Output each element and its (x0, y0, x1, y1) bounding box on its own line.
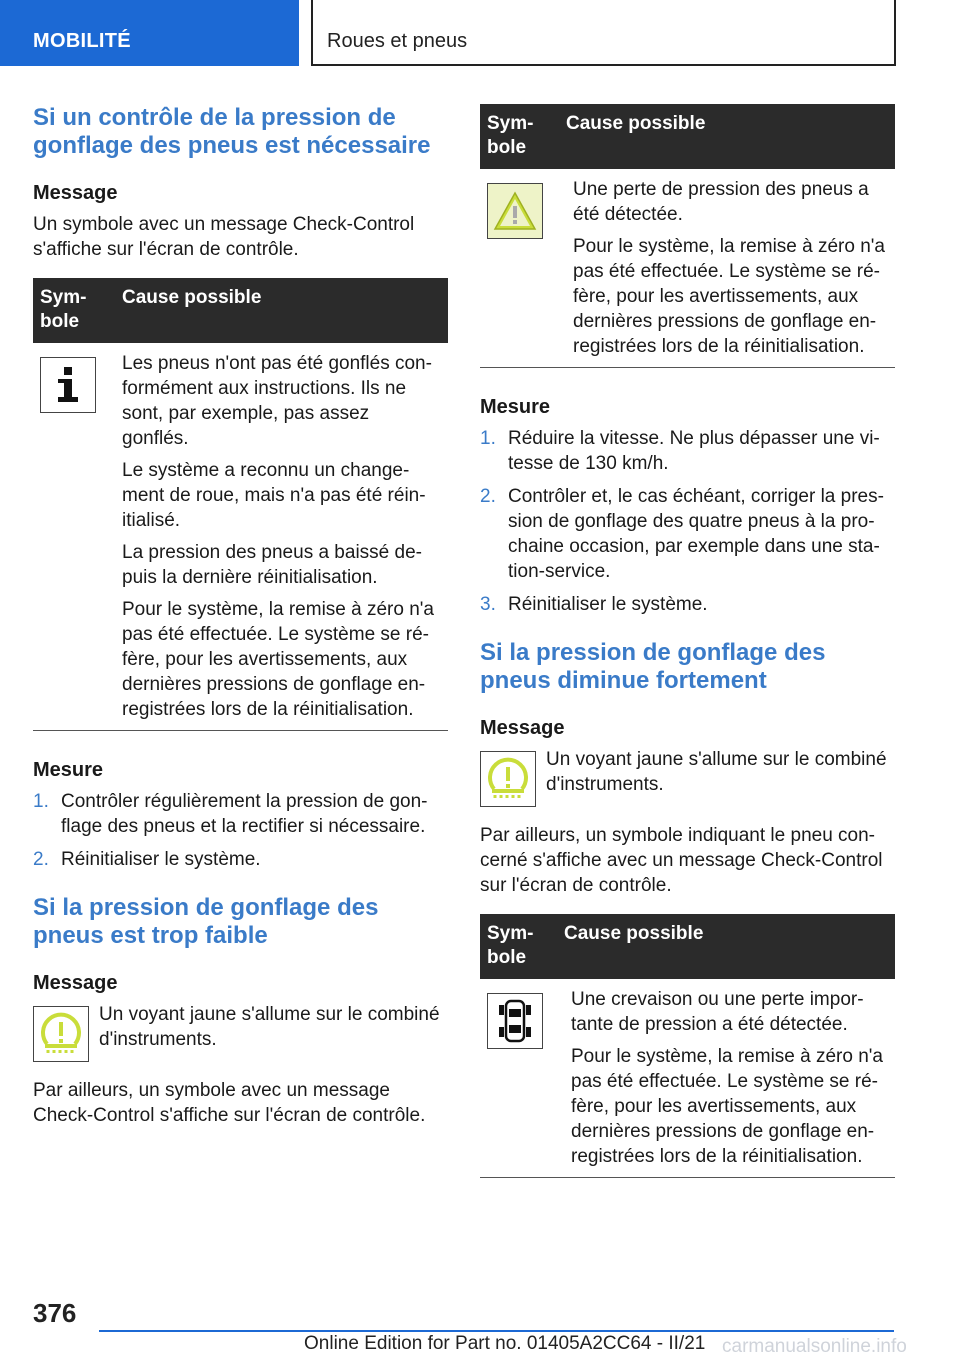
message-text: Un voyant jaune s'allume sur le combiné d'instruments. (99, 1004, 440, 1050)
step-text: Réinitialiser le système. (508, 594, 708, 615)
step-text: Réinitialiser le système. (61, 849, 261, 870)
cause-text: Les pneus n'ont pas été gonflés con-formément aux instructions. Ils ne sont, par exemple, pas assez gonflés. (122, 353, 432, 449)
cause-text: Pour le système, la remise à zéro n'a pas été effectuée. Le système se ré-fère, pour les avertissements, aux dernières pressions de gonflage en-registrées lors de la réinitialisation. (571, 1046, 883, 1167)
message-text: Un voyant jaune s'allume sur le combiné d'instruments. (546, 749, 887, 795)
cause-table (480, 914, 895, 1178)
right-column (480, 104, 895, 1204)
section-label: MOBILITÉ (33, 30, 131, 52)
cause-table (33, 278, 448, 731)
list-item (33, 847, 448, 872)
measure-steps (33, 789, 448, 872)
table-header (480, 104, 895, 169)
message-heading: Message (480, 717, 565, 739)
table-row (480, 979, 895, 1178)
edition-text: Online Edition for Part no. 01405A2CC64 - II/21 (304, 1333, 706, 1354)
cause-table (480, 104, 895, 368)
cause-text: Le système a reconnu un change-ment de roue, mais n'a pas été réin-itialisé. (122, 460, 426, 531)
body-text: Par ailleurs, un symbole avec un message Check-Control s'affiche sur l'écran de contrôle. (33, 1080, 426, 1126)
topic-label: Roues et pneus (327, 30, 468, 52)
warning-message (33, 1002, 448, 1062)
warning-triangle-icon (487, 183, 543, 239)
table-header (480, 914, 895, 979)
info-icon (40, 357, 96, 413)
step-text: Contrôler régulièrement la pression de gon-flage des pneus et la rectifier si nécessaire. (61, 791, 428, 837)
measure-heading: Mesure (33, 759, 104, 781)
message-text: Un symbole avec un message Check-Control s'affiche sur l'écran de contrôle. (33, 214, 415, 260)
list-item (480, 426, 895, 476)
section-tab (0, 0, 299, 66)
header-symbol: Sym-bole (40, 287, 87, 332)
footer-divider (99, 1330, 894, 1332)
header-symbol: Sym-bole (487, 923, 534, 968)
measure-steps (480, 426, 895, 617)
table-row (33, 343, 448, 731)
tire-pressure-warning-icon (480, 751, 536, 807)
section-title-low-pressure: Si la pression de gonflage des pneus est trop faible (33, 894, 379, 949)
step-number: 1. (33, 791, 49, 812)
cause-text: Pour le système, la remise à zéro n'a pas été effectuée. Le système se ré-fère, pour les avertissements, aux dernières pressions de gonflage en-registrées lors de la réinitialisation. (122, 599, 434, 720)
list-item (33, 789, 448, 839)
car-tire-icon (487, 993, 543, 1049)
step-number: 2. (33, 849, 49, 870)
header-cause: Cause possible (564, 923, 704, 944)
cause-text: La pression des pneus a baissé de-puis la dernière réinitialisation. (122, 542, 422, 588)
step-text: Contrôler et, le cas échéant, corriger la pres-sion de gonflage des quatre pneus à la pro-chaine occasion, par exemple dans une sta-tion-service. (508, 486, 884, 582)
step-number: 3. (480, 594, 496, 615)
section-title-sharp-drop: Si la pression de gonflage des pneus diminue fortement (480, 639, 826, 694)
body-text: Par ailleurs, un symbole indiquant le pneu con-cerné s'affiche avec un message Check-Control sur l'écran de contrôle. (480, 825, 883, 896)
cause-text: Une crevaison ou une perte impor-tante de pression a été détectée. (571, 989, 864, 1035)
watermark: carmanualsonline.info (722, 1336, 907, 1357)
list-item (480, 484, 895, 584)
page-header (0, 0, 960, 66)
message-heading: Message (33, 182, 118, 204)
header-cause: Cause possible (122, 287, 262, 308)
topic-tab (311, 0, 896, 66)
table-header (33, 278, 448, 343)
measure-heading: Mesure (480, 396, 551, 418)
cause-text: Une perte de pression des pneus a été détectée. (573, 179, 869, 225)
message-heading: Message (33, 972, 118, 994)
warning-message (480, 747, 895, 807)
step-number: 1. (480, 428, 496, 449)
table-row (480, 169, 895, 368)
left-column (33, 104, 448, 1144)
step-text: Réduire la vitesse. Ne plus dépasser une vi-tesse de 130 km/h. (508, 428, 880, 474)
cause-text: Pour le système, la remise à zéro n'a pas été effectuée. Le système se ré-fère, pour les avertissements, aux dernières pressions de gonflage en-registrées lors de la réinitialisation. (573, 236, 885, 357)
header-cause: Cause possible (566, 113, 706, 134)
step-number: 2. (480, 486, 496, 507)
section-title-check-pressure: Si un contrôle de la pression de gonflage des pneus est nécessaire (33, 104, 431, 159)
list-item (480, 592, 895, 617)
tire-pressure-warning-icon (33, 1006, 89, 1062)
header-symbol: Sym-bole (487, 113, 534, 158)
page-number: 376 (33, 1298, 77, 1328)
